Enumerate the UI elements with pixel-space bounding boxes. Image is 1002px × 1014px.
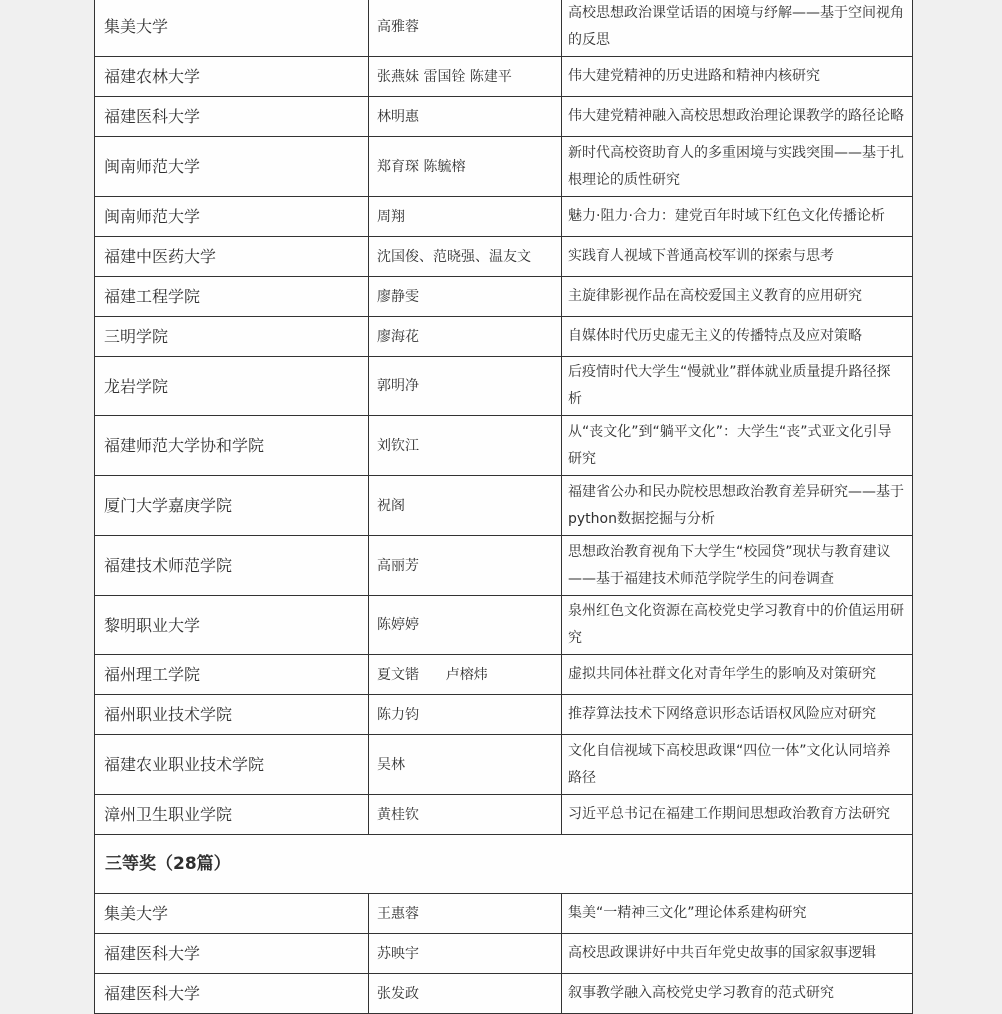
section-heading-row — [95, 835, 913, 894]
university-cell: 集美大学 — [95, 894, 369, 934]
university-cell: 闽南师范大学 — [95, 137, 369, 197]
university-cell: 福州职业技术学院 — [95, 695, 369, 735]
authors-cell: 祝阁 — [369, 476, 562, 536]
table-row — [95, 476, 913, 536]
university-cell: 福建医科大学 — [95, 974, 369, 1014]
table-row — [95, 536, 913, 596]
university-cell: 闽南师范大学 — [95, 197, 369, 237]
paper-title-cell: 集美“一精神三文化”理论体系建构研究 — [562, 894, 913, 934]
paper-title-cell: 推荐算法技术下网络意识形态话语权风险应对研究 — [562, 695, 913, 735]
paper-title-cell: 高校思想政治课堂话语的困境与纾解——基于空间视角的反思 — [562, 0, 913, 57]
award-papers-table-wrap — [94, 0, 912, 1014]
authors-cell: 沈国俊、范晓强、温友文 — [369, 237, 562, 277]
authors-cell: 高雅蓉 — [369, 0, 562, 57]
table-row — [95, 137, 913, 197]
table-row — [95, 795, 913, 835]
table-row — [95, 596, 913, 655]
university-cell: 福建工程学院 — [95, 277, 369, 317]
authors-cell: 陈力钧 — [369, 695, 562, 735]
paper-title-cell: 伟大建党精神融入高校思想政治理论课教学的路径论略 — [562, 97, 913, 137]
paper-title-cell: 福建省公办和民办院校思想政治教育差异研究——基于python数据挖掘与分析 — [562, 476, 913, 536]
paper-title-cell: 从“丧文化”到“躺平文化”：大学生“丧”式亚文化引导研究 — [562, 416, 913, 476]
paper-title-cell: 新时代高校资助育人的多重困境与实践突围——基于扎根理论的质性研究 — [562, 137, 913, 197]
university-cell: 厦门大学嘉庚学院 — [95, 476, 369, 536]
authors-cell: 黄桂钦 — [369, 795, 562, 835]
paper-title-cell: 自媒体时代历史虚无主义的传播特点及应对策略 — [562, 317, 913, 357]
authors-cell: 刘钦江 — [369, 416, 562, 476]
table-row — [95, 695, 913, 735]
authors-cell: 苏映宇 — [369, 934, 562, 974]
authors-cell: 廖海花 — [369, 317, 562, 357]
authors-cell: 张发政 — [369, 974, 562, 1014]
section-heading: 三等奖（28篇） — [95, 835, 913, 894]
table-row — [95, 357, 913, 416]
authors-cell: 廖静雯 — [369, 277, 562, 317]
authors-cell: 陈婷婷 — [369, 596, 562, 655]
paper-title-cell: 泉州红色文化资源在高校党史学习教育中的价值运用研究 — [562, 596, 913, 655]
authors-cell: 郭明净 — [369, 357, 562, 416]
authors-cell: 周翔 — [369, 197, 562, 237]
table-row — [95, 97, 913, 137]
paper-title-cell: 虚拟共同体社群文化对青年学生的影响及对策研究 — [562, 655, 913, 695]
table-row — [95, 277, 913, 317]
table-row — [95, 57, 913, 97]
authors-cell: 郑育琛 陈毓榕 — [369, 137, 562, 197]
paper-title-cell: 伟大建党精神的历史进路和精神内核研究 — [562, 57, 913, 97]
awards-table-body — [95, 0, 913, 1014]
university-cell: 福州理工学院 — [95, 655, 369, 695]
authors-cell: 张燕妹 雷国铨 陈建平 — [369, 57, 562, 97]
table-row — [95, 237, 913, 277]
university-cell: 集美大学 — [95, 0, 369, 57]
table-row — [95, 894, 913, 934]
paper-title-cell: 魅力·阻力·合力：建党百年时域下红色文化传播论析 — [562, 197, 913, 237]
university-cell: 福建医科大学 — [95, 934, 369, 974]
table-row — [95, 974, 913, 1014]
university-cell: 三明学院 — [95, 317, 369, 357]
university-cell: 福建农林大学 — [95, 57, 369, 97]
university-cell: 福建医科大学 — [95, 97, 369, 137]
paper-title-cell: 叙事教学融入高校党史学习教育的范式研究 — [562, 974, 913, 1014]
authors-cell: 吴林 — [369, 735, 562, 795]
authors-cell: 林明惠 — [369, 97, 562, 137]
paper-title-cell: 主旋律影视作品在高校爱国主义教育的应用研究 — [562, 277, 913, 317]
table-row — [95, 735, 913, 795]
university-cell: 福建师范大学协和学院 — [95, 416, 369, 476]
university-cell: 福建农业职业技术学院 — [95, 735, 369, 795]
authors-cell: 夏文锴 卢榕炜 — [369, 655, 562, 695]
table-row — [95, 0, 913, 57]
university-cell: 福建技术师范学院 — [95, 536, 369, 596]
paper-title-cell: 实践育人视域下普通高校军训的探索与思考 — [562, 237, 913, 277]
table-row — [95, 317, 913, 357]
authors-cell: 王惠蓉 — [369, 894, 562, 934]
paper-title-cell: 高校思政课讲好中共百年党史故事的国家叙事逻辑 — [562, 934, 913, 974]
paper-title-cell: 习近平总书记在福建工作期间思想政治教育方法研究 — [562, 795, 913, 835]
university-cell: 漳州卫生职业学院 — [95, 795, 369, 835]
award-papers-table — [94, 0, 913, 1014]
university-cell: 黎明职业大学 — [95, 596, 369, 655]
table-row — [95, 416, 913, 476]
university-cell: 龙岩学院 — [95, 357, 369, 416]
table-row — [95, 655, 913, 695]
paper-title-cell: 后疫情时代大学生“慢就业”群体就业质量提升路径探析 — [562, 357, 913, 416]
paper-title-cell: 思想政治教育视角下大学生“校园贷”现状与教育建议——基于福建技术师范学院学生的问卷调查 — [562, 536, 913, 596]
paper-title-cell: 文化自信视域下高校思政课“四位一体”文化认同培养路径 — [562, 735, 913, 795]
university-cell: 福建中医药大学 — [95, 237, 369, 277]
table-row — [95, 197, 913, 237]
authors-cell: 高丽芳 — [369, 536, 562, 596]
